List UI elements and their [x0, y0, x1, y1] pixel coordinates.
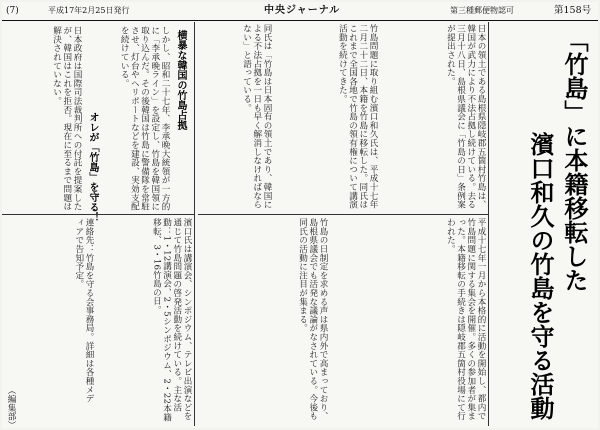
issue-number: 第158号: [554, 5, 592, 16]
top-text-1: 日本の領土である島根県隠岐郡五箇村竹島は、韓国が武力により不法占拠し続けている。去る三月十八日、島根県議会に「竹島の日」条例案が提出された。: [445, 24, 486, 209]
page-header: [2, 2, 598, 21]
left-text-2: 日本政府は国際司法裁判所への付託を提案したが、韓国はこれを拒否。現在に至るまで問題は解決されていない。: [51, 26, 82, 211]
middle-text-1: 平成十七年一月から本格的に活動を開始し、都内で竹島問題に関する集会を開催。多くの参加者が集まった。本籍移転の手続きは隠岐郡五箇村役場にて行われた。: [445, 218, 486, 421]
paper-name: 中央ジャーナル: [264, 5, 341, 16]
top-text-3: 同氏は「竹島は日本固有の領土であり、韓国による不法占拠を一日も早く解消しなければならない」と語っている。: [241, 24, 272, 209]
top-text-2: 竹島問題に取り組む濱口和久氏は、平成十七年二月二十二日、本籍を竹島に移転した。同氏はこれまで全国各地で竹島の領有権について講演活動を続けてきた。: [337, 24, 378, 209]
newspaper-page: [2, 2, 598, 428]
section-divider-top: [198, 214, 488, 215]
publication-date: 平成17年2月25日発行: [48, 6, 130, 15]
sub-heading-2: オレが「竹島」を守る！: [87, 112, 98, 222]
middle-text-2: 竹島の日制定を求める声は県内外で高まっており、島根県議会でも活発な議論がなされている。今後も同氏の活動に注目が集まる。: [297, 218, 328, 421]
mail-class: 第三種郵便物認可: [450, 6, 514, 15]
headline-line-1: 「竹島」に本籍移転した: [560, 28, 588, 292]
column-divider: [194, 22, 195, 426]
bottom-text-2: 連絡先：竹島を守る会事務局。詳細は各種メディアで告知予定。: [73, 218, 94, 403]
bottom-text-1: 濱口氏は講演会、シンポジウム、テレビ出演などを通じて竹島問題の啓発活動を続けている。主な活動：1・12講演会、2・5シンポジウム、2・22本籍移転、3・16竹島の日。: [151, 218, 192, 422]
left-text-1: しかし、昭和二十七年、李承晩大統領が一方的に「李承晩ライン」を設定し、竹島を韓国領に取り込んだ。その後韓国は竹島に警備隊を常駐させ、灯台やヘリポートなどを建設、実効支配を続けている。: [119, 26, 170, 211]
headline-line-2: 濱口和久の竹島を守る活動: [526, 132, 554, 420]
headline-divider: [488, 22, 489, 426]
credit: （編集部）: [6, 386, 16, 429]
page-number: (7): [6, 6, 19, 16]
sub-heading-1: 横暴な韓国の竹島占拠: [175, 30, 186, 130]
headline-block: [490, 22, 598, 426]
article-body: [2, 22, 598, 429]
section-divider-left: [2, 214, 194, 215]
